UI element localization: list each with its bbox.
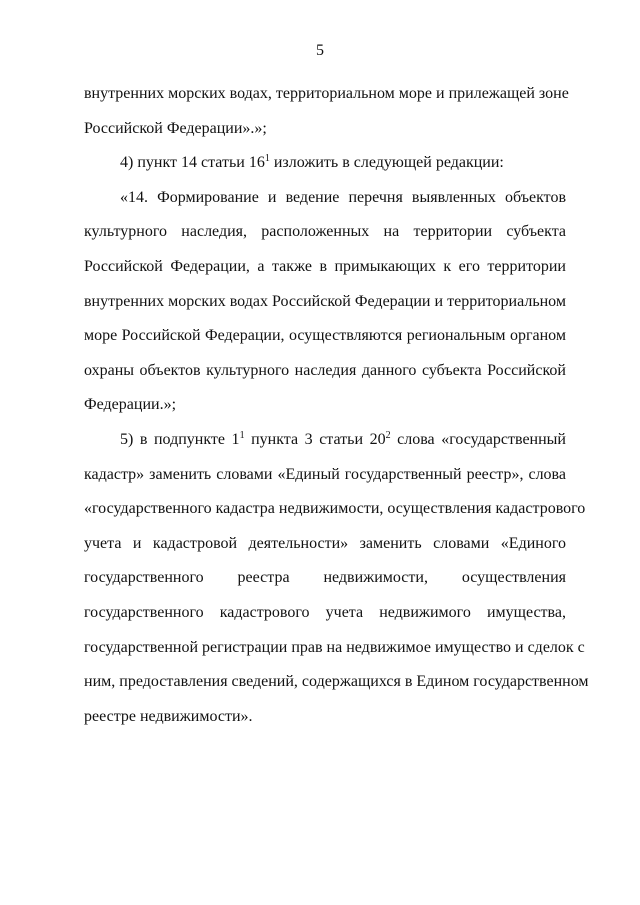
text-line: Федерации.»;	[84, 396, 177, 414]
text-line: кадастр» заменить словами «Единый государственный реестр», слова	[84, 465, 566, 483]
text-fragment: изложить в следующей редакции:	[269, 154, 504, 172]
text-line: культурного наследия, расположенных на территории субъекта	[84, 223, 566, 241]
text-fragment: пункта 3 статьи 20	[244, 430, 386, 448]
text-line: море Российской Федерации, осуществляются региональным органом	[84, 327, 566, 345]
document-body	[84, 77, 589, 734]
text-fragment: 4) пункт 14 статьи 16	[120, 154, 265, 172]
text-line: реестре недвижимости».	[84, 707, 253, 725]
page-number: 5	[316, 42, 324, 59]
text-fragment: слова «государственный	[390, 430, 566, 448]
text-line: Российской Федерации, а также в примыкающих к его территории	[84, 257, 566, 275]
text-line: Российской Федерации».»;	[84, 119, 267, 137]
text-line: охраны объектов культурного наследия данного субъекта Российской	[84, 361, 566, 379]
text-line: внутренних морских водах, территориальном море и прилежащей зоне	[84, 85, 569, 102]
superscript: 1	[239, 429, 245, 441]
text-line	[84, 423, 566, 458]
superscript: 2	[385, 429, 391, 441]
text-line: «14. Формирование и ведение перечня выявленных объектов	[120, 188, 566, 206]
text-line: государственной регистрации прав на недвижимое имущество и сделок с	[84, 638, 585, 656]
superscript: 1	[264, 153, 270, 165]
text-line: государственного кадастрового учета недвижимого имущества,	[84, 603, 566, 621]
text-line	[84, 146, 566, 181]
text-line: ним, предоставления сведений, содержащихся в Едином государственном	[84, 673, 589, 691]
text-line: государственного реестра недвижимости, осуществления	[84, 569, 566, 587]
text-line: внутренних морских водах Российской Федерации и территориальном	[84, 292, 566, 310]
text-line: учета и кадастровой деятельности» заменить словами «Единого	[84, 534, 566, 552]
text-fragment: 5) в подпункте 1	[120, 430, 240, 448]
text-line: «государственного кадастра недвижимости, осуществления кадастрового	[84, 500, 586, 518]
